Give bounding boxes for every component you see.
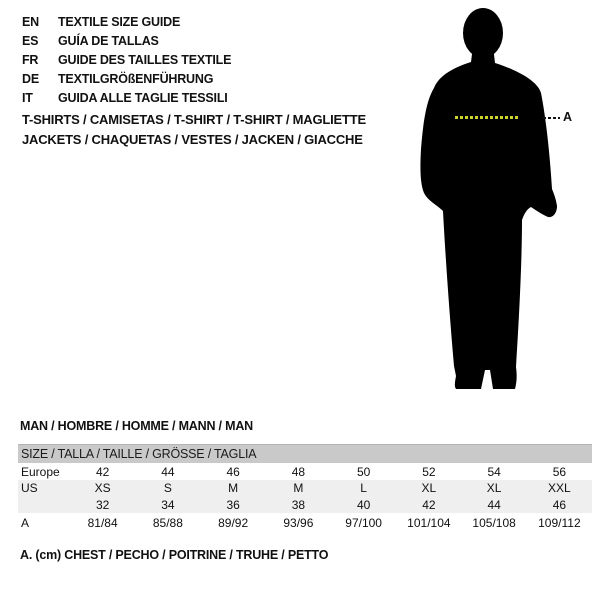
table-cell: 109/112 <box>538 515 581 530</box>
language-code: IT <box>22 90 33 105</box>
language-row <box>22 69 231 88</box>
size-table-header: SIZE / TALLA / TAILLE / GRÖSSE / TAGLIA <box>18 444 592 463</box>
category-list <box>22 109 366 149</box>
table-cell: XL <box>486 481 502 495</box>
language-label: TEXTILGRÖßENFÜHRUNG <box>58 71 214 86</box>
language-code: DE <box>22 71 39 86</box>
language-code: EN <box>22 14 39 29</box>
table-cell: 56 <box>552 464 567 479</box>
table-cell: 50 <box>356 464 371 479</box>
language-row <box>22 50 231 69</box>
language-row <box>22 31 231 50</box>
language-label: TEXTILE SIZE GUIDE <box>58 14 181 29</box>
language-row <box>22 12 231 31</box>
table-cell: 81/84 <box>87 515 118 530</box>
table-cell: 36 <box>226 497 240 512</box>
man-silhouette-figure <box>410 4 590 400</box>
table-cell: 101/104 <box>407 515 451 530</box>
table-cell: 46 <box>226 464 240 479</box>
chest-measure-label: A <box>563 110 573 124</box>
table-cell: 85/88 <box>152 515 183 530</box>
table-cell: 32 <box>95 497 110 512</box>
table-cell: 44 <box>487 497 501 512</box>
table-row <box>18 463 592 480</box>
table-cell: S <box>163 481 172 495</box>
table-cell: 52 <box>422 464 436 479</box>
language-list <box>22 12 231 107</box>
table-cell: 46 <box>552 497 567 512</box>
table-row <box>18 480 592 496</box>
language-row <box>22 88 231 107</box>
table-cell: 40 <box>356 497 371 512</box>
language-code: FR <box>22 52 39 67</box>
table-row <box>18 513 592 532</box>
man-silhouette-icon <box>410 4 580 400</box>
table-cell: XXL <box>548 481 571 495</box>
table-cell: 97/100 <box>345 515 382 530</box>
size-table <box>18 444 592 532</box>
table-cell: XL <box>421 481 437 495</box>
language-label: GUIDE DES TAILLES TEXTILE <box>58 52 232 67</box>
chest-measure-line <box>455 116 518 119</box>
section-title-man: MAN / HOMBRE / HOMME / MANN / MAN <box>20 419 253 433</box>
table-cell: 44 <box>161 464 175 479</box>
table-cell: 42 <box>422 497 436 512</box>
row-label: A <box>21 515 30 530</box>
table-cell: 42 <box>95 464 110 479</box>
table-cell: XS <box>94 481 111 495</box>
table-cell: 93/96 <box>283 515 314 530</box>
table-cell: L <box>360 481 367 495</box>
chest-measure-leader-line <box>543 117 560 119</box>
table-cell: M <box>293 481 304 495</box>
row-label: Europe <box>21 464 60 479</box>
table-cell: M <box>228 481 239 495</box>
table-cell: 34 <box>161 497 175 512</box>
language-label: GUIDA ALLE TAGLIE TESSILI <box>58 90 228 105</box>
table-cell: 54 <box>487 464 501 479</box>
language-code: ES <box>22 33 39 48</box>
table-cell: 89/92 <box>218 515 249 530</box>
table-cell: 38 <box>291 497 306 512</box>
table-cell: 48 <box>291 464 306 479</box>
footnote-chest: A. (cm) CHEST / PECHO / POITRINE / TRUHE / PETTO <box>20 548 329 562</box>
language-label: GUÍA DE TALLAS <box>58 33 159 48</box>
size-table-body <box>18 463 592 532</box>
category-jackets: JACKETS / CHAQUETAS / VESTES / JACKEN / GIACCHE <box>22 131 363 147</box>
table-row <box>18 496 592 513</box>
row-label: US <box>21 481 38 495</box>
category-tshirts: T-SHIRTS / CAMISETAS / T-SHIRT / T-SHIRT / MAGLIETTE <box>22 111 366 127</box>
table-cell: 105/108 <box>472 515 516 530</box>
